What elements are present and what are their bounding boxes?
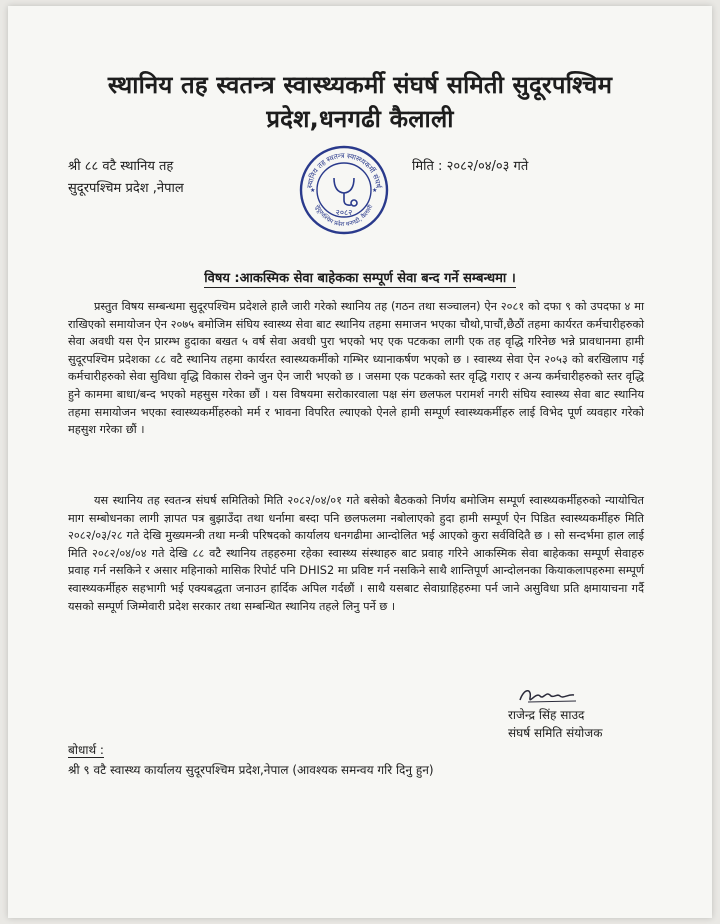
body-paragraph-1: प्रस्तुत विषय सम्बन्धमा सुदूरपश्चिम प्रदेशले हालै जारी गरेको स्थानिय तह (गठन तथा सञ्चालन) ऐन २०८१ को दफा ९ को उपदफा ४ मा राखिएको समायोजन ऐन २०७५ बमोजिम संघिय स्वास्थ्य सेवा बाट स्थानिय तहमा समाजन भएका चौथो,पाचौं,छैठौं तहमा कार्यरत कर्मचारीहरुको सेवा अवधी यस ऐन प्रारम्भ हुदाका बखत ५ वर्ष सेवा अवधी पुरा भएको भए एक पटकका लागी एक तह वृद्धि गरिनेछ भन्ने प्रावधानमा हामी सुदूरपश्चिम प्रदेशका ८८ वटै स्थानिय तहमा कार्यरत स्वास्थ्यकर्मीको गम्भिर ध्यानाकर्षण भएको छ । स्वास्थ्य सेवा ऐन २०५३ को बरखिलाप गई कर्मचारीहरुको सेवा सुविधा वृद्धि विकास रोक्ने जुन ऐन जारी भएको छ । जसमा एक पटकको स्तर वृद्धि गराए र अन्य कर्मचारीहरुको स्तर वृद्धि हुने काममा बाधा/बन्द भएको महसुस गरेका छौं । यस विषयमा सरोकारवाला पक्ष संग छलफल परामर्श नगरी संघिय स्वास्थ्य सेवा बाट स्थानिय तहमा समायोजन भएका स्वास्थ्यकर्मीहरुको मर्म र भावना विपरित ल्याएको ऐनले हामी सम्पूर्ण स्वास्थ्यकर्मीहरु लाई विभेद पूर्ण व्यवहार गरेको महसुश गरेका छौं । bbox=[68, 300, 644, 437]
seal-year: २०८२ bbox=[335, 208, 353, 217]
cc-block bbox=[68, 740, 434, 780]
cc-label: बोधार्थ : bbox=[68, 743, 104, 757]
letter-page bbox=[8, 6, 712, 918]
addressee-block bbox=[68, 156, 184, 200]
addressee-line-2: सुदूरपश्चिम प्रदेश ,नेपाल bbox=[68, 181, 184, 196]
seal-top-text: स्थानिय तह स्वतन्त्र स्वास्थ्यकर्मी संघर्ष bbox=[305, 150, 383, 189]
addressee-line-1: श्री ८८ वटै स्थानिय तह bbox=[68, 159, 174, 174]
signatory-designation: संघर्ष समिति संयोजक bbox=[508, 726, 603, 740]
cc-recipient: श्री ९ वटै स्वास्थ्य कार्यालय सुदूरपश्चिम प्रदेश,नेपाल (आवश्यक समन्वय गरि दिनु हुन) bbox=[68, 763, 434, 777]
letterhead-line-1: स्थानिय तह स्वतन्त्र स्वास्थ्यकर्मी संघर्ष समिती सुदूरपश्चिम bbox=[107, 71, 613, 99]
letterhead-title bbox=[48, 68, 672, 136]
stethoscope-icon bbox=[334, 178, 357, 206]
seal-star-right-icon: ★ bbox=[372, 187, 378, 194]
signatory-block bbox=[508, 706, 602, 742]
seal-bottom-text: सुदूरपश्चिम प्रदेश धनगढी, कैलाली bbox=[313, 203, 375, 229]
subject-line bbox=[48, 268, 672, 286]
subject-text: विषय :आकस्मिक सेवा बाहेकका सम्पूर्ण सेवा बन्द गर्ने सम्बन्धमा । bbox=[204, 271, 516, 286]
committee-seal-stamp bbox=[298, 144, 390, 236]
handwritten-signature bbox=[488, 682, 638, 708]
seal-star-left-icon: ★ bbox=[310, 187, 316, 194]
signatory-name: राजेन्द्र सिंह साउद bbox=[508, 708, 585, 722]
body-paragraph-2: यस स्थानिय तह स्वतन्त्र संघर्ष समितिको मिति २०८२/०४/०१ गते बसेको बैठकको निर्णय बमोजिम सम्पूर्ण स्वास्थ्यकर्मीहरुको न्यायोचित माग सम्बोधनका लागी ज्ञापत पत्र बुझाउँदा तथा धर्नामा बस्दा पनि छलफलमा नबोलाएको हुदा हामी सम्पूर्ण ऐन पिडित स्वास्थ्यकर्मीहरु मिति २०८२/०३/२८ गते देखि मुख्यमन्त्री तथा मन्त्री परिषदको कार्यालय धनगढीमा आन्दोलित भई आएको कुरा सर्वविदितै छ । सो सन्दर्भमा हाल लाई मिति २०८२/०४/०४ गते देखि ८८ वटै स्थानिय तहहरुमा रहेका स्वास्थ्य संस्थाहरु बाट प्रवाह गरिने आकस्मिक सेवा बाहेकका सम्पूर्ण सेवाहरु प्रवाह गर्न नसकिने र असार महिनाको मासिक रिपोर्ट पनि DHIS2 मा प्रविष्ट गर्न नसकिने साथै शान्तिपूर्ण आन्दोलनका कियाकलापहरुमा सम्पूर्ण स्वास्थ्यकर्मीहरु सहभागी भई एक्यबद्धता जनाउन हार्दिक अपिल गर्दछौं । साथै यसबाट सेवाग्राहिहरुमा पर्न जाने असुविधा प्रति क्षमायाचना गर्दै यसको सम्पूर्ण जिम्मेवारी प्रदेश सरकार तथा सम्बन्धित स्थानिय तहले लिनु पर्ने छ । bbox=[68, 494, 644, 613]
letter-date: मिति : २०८२/०४/०३ गते bbox=[412, 159, 529, 174]
letterhead-line-2: प्रदेश,धनगढी कैलाली bbox=[266, 105, 454, 133]
